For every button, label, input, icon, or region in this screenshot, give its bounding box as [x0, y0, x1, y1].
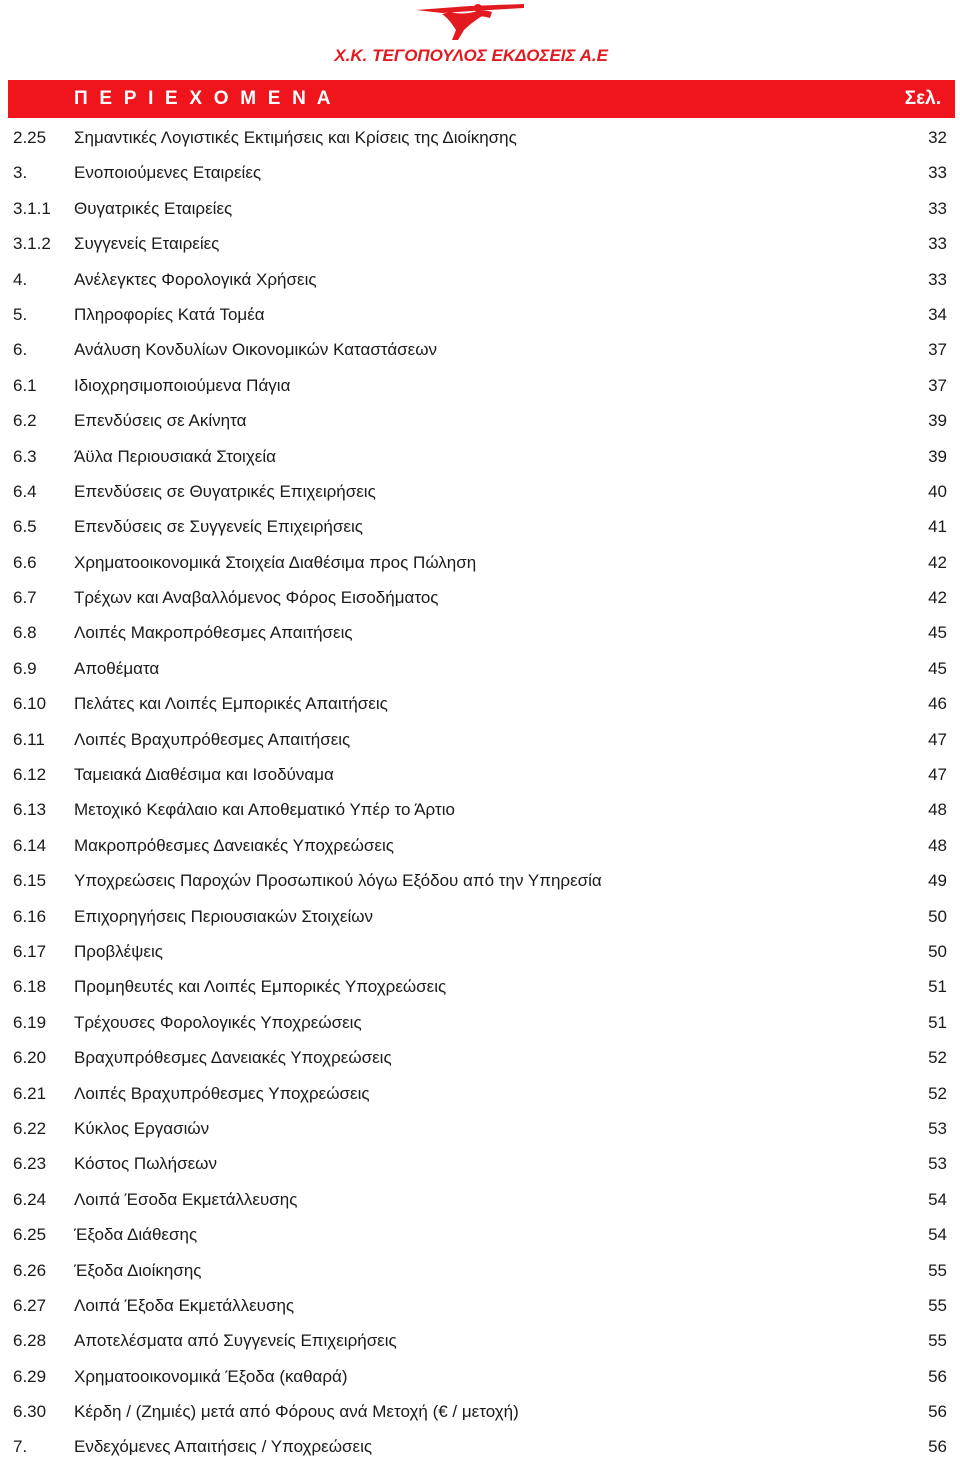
- toc-entry-title: Θυγατρικές Εταιρείες: [74, 198, 233, 218]
- toc-entry-title: Συγγενείς Εταιρείες: [74, 234, 220, 254]
- toc-entry-title: Λοιπές Μακροπρόθεσμες Απαιτήσεις: [74, 623, 353, 643]
- toc-entry-number: 6.19: [13, 1012, 47, 1032]
- toc-entry-page: 37: [928, 340, 947, 360]
- toc-entry-number: 6.24: [13, 1189, 47, 1209]
- toc-entry-title: Αποθέματα: [74, 658, 160, 678]
- toc-entry-page: 53: [928, 1154, 947, 1174]
- toc-entry[interactable]: [0, 191, 960, 226]
- toc-entry-page: 55: [928, 1295, 947, 1315]
- toc-header-bar: [8, 80, 955, 118]
- toc-entry-number: 6.1: [13, 375, 37, 395]
- toc-entry-title: Προβλέψεις: [74, 941, 163, 961]
- toc-entry-number: 6.2: [13, 411, 37, 431]
- toc-entry[interactable]: [0, 1359, 960, 1394]
- toc-entry[interactable]: [0, 1182, 960, 1217]
- toc-entry-title: Επενδύσεις σε Ακίνητα: [74, 411, 247, 431]
- toc-entry-title: Ανέλεγκτες Φορολογικά Χρήσεις: [74, 269, 317, 289]
- toc-entry[interactable]: [0, 226, 960, 261]
- toc-entry[interactable]: [0, 1323, 960, 1358]
- toc-entry-title: Τρέχων και Αναβαλλόμενος Φόρος Εισοδήματος: [74, 588, 439, 608]
- toc-entry[interactable]: [0, 1394, 960, 1429]
- toc-entry-number: 3.1.2: [13, 234, 51, 254]
- toc-entry[interactable]: [0, 297, 960, 332]
- toc-entry[interactable]: [0, 686, 960, 721]
- toc-entry-number: 6.26: [13, 1260, 47, 1280]
- toc-entry-number: 6.27: [13, 1295, 47, 1315]
- toc-entry-page: 54: [928, 1225, 947, 1245]
- toc-entry[interactable]: [0, 828, 960, 863]
- toc-entry-title: Μετοχικό Κεφάλαιο και Αποθεματικό Υπέρ το Άρτιο: [74, 800, 455, 820]
- toc-entry-title: Κύκλος Εργασιών: [74, 1118, 210, 1138]
- toc-entry-title: Χρηματοοικονομικά Στοιχεία Διαθέσιμα προς Πώληση: [74, 552, 477, 572]
- toc-entry-number: 4.: [13, 269, 28, 289]
- toc-entry-number: 6.16: [13, 906, 47, 926]
- toc-entry-number: 6.10: [13, 694, 47, 714]
- toc-entry-page: 46: [928, 694, 947, 714]
- toc-entry[interactable]: [0, 439, 960, 474]
- toc-entry-number: 6.18: [13, 977, 47, 997]
- toc-entry-page: 37: [928, 375, 947, 395]
- toc-entry[interactable]: [0, 1217, 960, 1252]
- toc-entry-page: 42: [928, 552, 947, 572]
- toc-entry-title: Μακροπρόθεσμες Δανειακές Υποχρεώσεις: [74, 835, 394, 855]
- toc-entry-title: Άϋλα Περιουσιακά Στοιχεία: [74, 446, 276, 466]
- toc-entry-number: 6.17: [13, 941, 47, 961]
- toc-entry[interactable]: [0, 899, 960, 934]
- toc-entry[interactable]: [0, 155, 960, 190]
- toc-entry-number: 6.: [13, 340, 28, 360]
- toc-entry[interactable]: [0, 120, 960, 155]
- toc-entry-number: 6.28: [13, 1331, 47, 1351]
- toc-entry-title: Προμηθευτές και Λοιπές Εμπορικές Υποχρεώσεις: [74, 977, 447, 997]
- toc-entry-number: 6.22: [13, 1118, 47, 1138]
- toc-entry-title: Έξοδα Διοίκησης: [74, 1260, 202, 1280]
- toc-entry-page: 33: [928, 234, 947, 254]
- publisher-name: Χ.Κ. ΤΕΓΟΠΟΥΛΟΣ ΕΚΔΟΣΕΙΣ Α.Ε: [334, 46, 608, 65]
- toc-entry[interactable]: [0, 722, 960, 757]
- toc-entry-page: 40: [928, 481, 947, 501]
- toc-entry-number: 6.9: [13, 658, 37, 678]
- toc-entry-page: 34: [928, 304, 947, 324]
- toc-entry-page: 52: [928, 1048, 947, 1068]
- toc-entry-title: Υποχρεώσεις Παροχών Προσωπικού λόγω Εξόδου από την Υπηρεσία: [74, 871, 602, 891]
- toc-entry-page: 42: [928, 588, 947, 608]
- toc-entry-page: 56: [928, 1402, 947, 1422]
- toc-entry-number: 6.30: [13, 1402, 47, 1422]
- toc-entry[interactable]: [0, 580, 960, 615]
- toc-page-label: Σελ.: [904, 88, 941, 109]
- toc-entry-number: 6.25: [13, 1225, 47, 1245]
- toc-entry-page: 49: [928, 871, 947, 891]
- toc-entry-title: Επενδύσεις σε Συγγενείς Επιχειρήσεις: [74, 517, 363, 537]
- toc-entry[interactable]: [0, 332, 960, 367]
- toc-entry-page: 33: [928, 269, 947, 289]
- toc-entry-page: 39: [928, 411, 947, 431]
- toc-entry-number: 3.: [13, 163, 28, 183]
- toc-entry-page: 48: [928, 800, 947, 820]
- toc-entry-title: Ενδεχόμενες Απαιτήσεις / Υποχρεώσεις: [74, 1437, 373, 1457]
- toc-entry-page: 56: [928, 1437, 947, 1457]
- toc-entry-title: Ιδιοχρησιμοποιούμενα Πάγια: [74, 375, 291, 395]
- toc-entry[interactable]: [0, 403, 960, 438]
- toc-entry-number: 6.8: [13, 623, 37, 643]
- toc-entry[interactable]: [0, 757, 960, 792]
- toc-entry-title: Βραχυπρόθεσμες Δανειακές Υποχρεώσεις: [74, 1048, 392, 1068]
- toc-entry-number: 6.21: [13, 1083, 47, 1103]
- toc-entry[interactable]: [0, 1005, 960, 1040]
- toc-entry-page: 45: [928, 623, 947, 643]
- toc-entry-page: 52: [928, 1083, 947, 1103]
- toc-entry[interactable]: [0, 615, 960, 650]
- toc-entry-title: Λοιπά Έξοδα Εκμετάλλευσης: [74, 1295, 295, 1315]
- toc-entry-page: 51: [928, 1012, 947, 1032]
- toc-list: [0, 120, 960, 1465]
- toc-entry-number: 6.4: [13, 481, 37, 501]
- toc-entry-number: 6.15: [13, 871, 47, 891]
- toc-entry-number: 2.25: [13, 128, 47, 147]
- toc-entry[interactable]: [0, 863, 960, 898]
- toc-entry[interactable]: [0, 1111, 960, 1146]
- toc-entry-title: Πληροφορίες Κατά Τομέα: [74, 304, 265, 324]
- toc-entry-page: 39: [928, 446, 947, 466]
- toc-entry-page: 47: [928, 729, 947, 749]
- runner-logo-icon: [412, 2, 530, 42]
- toc-entry-number: 6.13: [13, 800, 47, 820]
- toc-entry-title: Λοιπές Βραχυπρόθεσμες Απαιτήσεις: [74, 729, 351, 749]
- toc-entry-number: 6.5: [13, 517, 37, 537]
- toc-entry-page: 33: [928, 198, 947, 218]
- toc-entry-title: Επενδύσεις σε Θυγατρικές Επιχειρήσεις: [74, 481, 376, 501]
- page-header: [0, 0, 960, 80]
- toc-entry-page: 51: [928, 977, 947, 997]
- toc-entry-page: 55: [928, 1260, 947, 1280]
- toc-entry-number: 6.12: [13, 765, 47, 785]
- toc-entry-page: 47: [928, 765, 947, 785]
- toc-entry-number: 5.: [13, 304, 28, 324]
- toc-entry-number: 6.20: [13, 1048, 47, 1068]
- toc-entry-page: 50: [928, 906, 947, 926]
- toc-entry[interactable]: [0, 934, 960, 969]
- toc-entry-number: 6.11: [13, 729, 45, 749]
- toc-entry-title: Λοιπές Βραχυπρόθεσμες Υποχρεώσεις: [74, 1083, 370, 1103]
- toc-entry-page: 50: [928, 941, 947, 961]
- toc-entry[interactable]: [0, 651, 960, 686]
- toc-entry[interactable]: [0, 545, 960, 580]
- toc-entry-page: 33: [928, 163, 947, 183]
- toc-entry-title: Λοιπά Έσοδα Εκμετάλλευσης: [74, 1189, 298, 1209]
- toc-entry[interactable]: [0, 1146, 960, 1181]
- toc-entry-page: 54: [928, 1189, 947, 1209]
- toc-entry-title: Σημαντικές Λογιστικές Εκτιμήσεις και Κρίσεις της Διοίκησης: [74, 128, 517, 147]
- toc-entry-page: 41: [928, 517, 947, 537]
- toc-entry[interactable]: [0, 1288, 960, 1323]
- toc-entry-page: 48: [928, 835, 947, 855]
- toc-entry-number: 6.29: [13, 1366, 47, 1386]
- toc-entry[interactable]: [0, 474, 960, 509]
- toc-entry-number: 7.: [13, 1437, 28, 1457]
- toc-entry-number: 6.7: [13, 588, 37, 608]
- toc-entry-number: 3.1.1: [13, 198, 51, 218]
- toc-entry-title: Έξοδα Διάθεσης: [74, 1225, 198, 1245]
- toc-entry-title: Ταμειακά Διαθέσιμα και Ισοδύναμα: [74, 765, 334, 785]
- toc-entry-number: 6.6: [13, 552, 37, 572]
- toc-entry-title: Χρηματοοικονομικά Έξοδα (καθαρά): [74, 1366, 348, 1386]
- toc-entry-title: Ενοποιούμενες Εταιρείες: [74, 163, 262, 183]
- toc-entry[interactable]: [0, 792, 960, 827]
- toc-entry-page: 53: [928, 1118, 947, 1138]
- toc-title: Π Ε Ρ Ι Ε Χ Ο Μ Ε Ν Α: [74, 88, 334, 109]
- toc-entry[interactable]: [0, 1253, 960, 1288]
- toc-entry-page: 55: [928, 1331, 947, 1351]
- toc-entry-number: 6.23: [13, 1154, 47, 1174]
- toc-entry-title: Κέρδη / (Ζημιές) μετά από Φόρους ανά Μετοχή (€ / μετοχή): [74, 1402, 519, 1422]
- toc-entry-title: Ανάλυση Κονδυλίων Οικονομικών Καταστάσεων: [74, 340, 438, 360]
- toc-entry-title: Επιχορηγήσεις Περιουσιακών Στοιχείων: [74, 906, 374, 926]
- toc-entry-title: Πελάτες και Λοιπές Εμπορικές Απαιτήσεις: [74, 694, 388, 714]
- toc-entry[interactable]: [0, 1040, 960, 1075]
- toc-entry-title: Αποτελέσματα από Συγγενείς Επιχειρήσεις: [74, 1331, 397, 1351]
- toc-entry-page: 45: [928, 658, 947, 678]
- toc-entry[interactable]: [0, 262, 960, 297]
- toc-entry-number: 6.3: [13, 446, 37, 466]
- toc-entry-page: 56: [928, 1366, 947, 1386]
- toc-entry[interactable]: [0, 368, 960, 403]
- toc-entry[interactable]: [0, 969, 960, 1004]
- toc-entry-title: Κόστος Πωλήσεων: [74, 1154, 217, 1174]
- toc-entry-number: 6.14: [13, 835, 47, 855]
- toc-entry[interactable]: [0, 509, 960, 544]
- toc-entry-title: Τρέχουσες Φορολογικές Υποχρεώσεις: [74, 1012, 362, 1032]
- toc-entry-page: 32: [928, 128, 947, 147]
- toc-entry[interactable]: [0, 1076, 960, 1111]
